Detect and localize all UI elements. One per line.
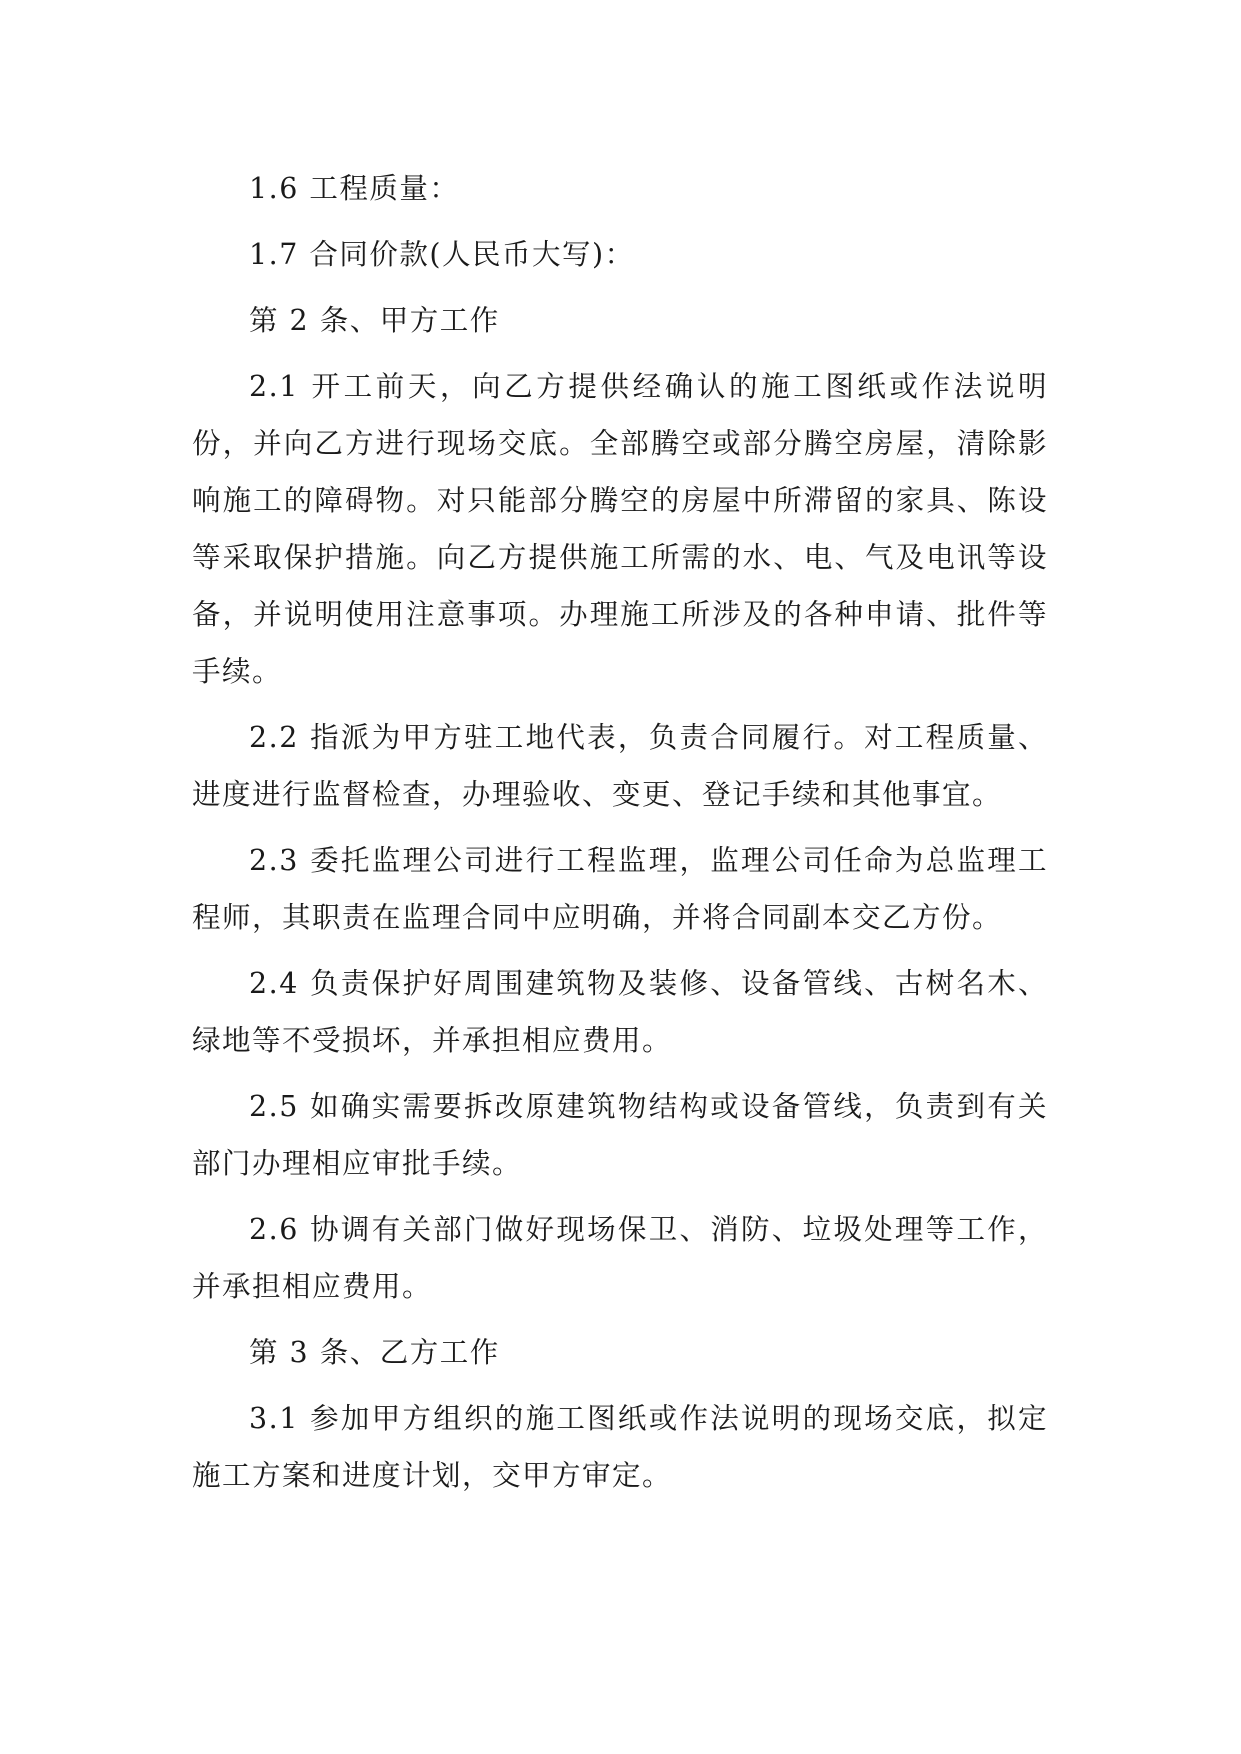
paragraph-2-3: 2.3 委托监理公司进行工程监理，监理公司任命为总监理工程师，其职责在监理合同中应明确，并将合同副本交乙方份。 xyxy=(192,844,1048,934)
heading-article-2: 第 2 条、甲方工作 xyxy=(249,304,500,337)
paragraph-2-6: 2.6 协调有关部门做好现场保卫、消防、垃圾处理等工作，并承担相应费用。 xyxy=(192,1213,1048,1303)
paragraph-2-5: 2.5 如确实需要拆改原建筑物结构或设备管线，负责到有关部门办理相应审批手续。 xyxy=(192,1090,1048,1180)
paragraph-2-1: 2.1 开工前天，向乙方提供经确认的施工图纸或作法说明份，并向乙方进行现场交底。全部腾空或部分腾空房屋，清除影响施工的障碍物。对只能部分腾空的房屋中所滞留的家具、陈设等采取保护措施。向乙方提供施工所需的水、电、气及电讯等设备，并说明使用注意事项。办理施工所涉及的各种申请、批件等手续。 xyxy=(192,370,1048,688)
heading-article-3: 第 3 条、乙方工作 xyxy=(249,1336,500,1369)
paragraph-3-1: 3.1 参加甲方组织的施工图纸或作法说明的现场交底，拟定施工方案和进度计划，交甲方审定。 xyxy=(192,1402,1048,1492)
paragraph-1-6-quality: 1.6 工程质量： xyxy=(249,172,460,205)
paragraph-2-2: 2.2 指派为甲方驻工地代表，负责合同履行。对工程质量、进度进行监督检查，办理验收、变更、登记手续和其他事宜。 xyxy=(192,721,1048,811)
paragraph-1-7-price: 1.7 合同价款(人民币大写)： xyxy=(249,238,635,271)
document-body xyxy=(192,160,1048,1513)
paragraph-2-4: 2.4 负责保护好周围建筑物及装修、设备管线、古树名木、绿地等不受损坏，并承担相应费用。 xyxy=(192,967,1048,1057)
